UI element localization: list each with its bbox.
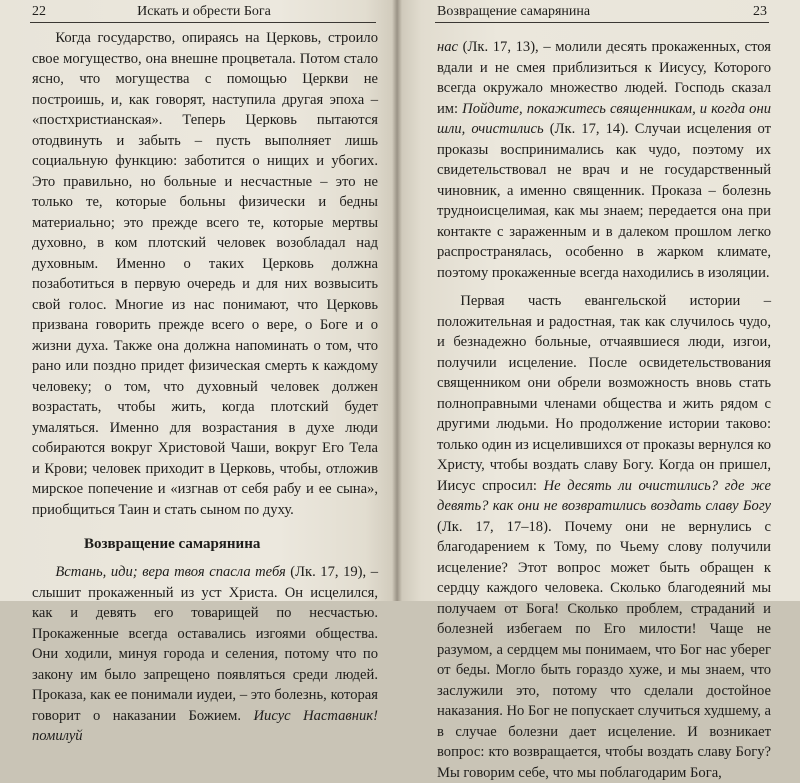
book-gutter	[392, 0, 402, 601]
right-page-body	[437, 37, 771, 783]
left-page-body	[32, 28, 378, 747]
left-header-rule	[30, 22, 376, 23]
p1-italic-start: нас	[437, 39, 459, 55]
right-paragraph-2	[437, 291, 771, 783]
left-page	[0, 0, 397, 744]
p2-italic-quote: Не десять ли очистились? где же девять? как они не возвратились воздать славу Богу	[437, 477, 771, 514]
right-running-head	[437, 3, 767, 21]
p1-text-a: (Лк. 17, 13), – молили десять прокаженных, стоя вдали и не смея приблизиться к Иисусу, Которого всегда окружало множество людей. Господь сказал им:	[437, 39, 771, 117]
right-running-title: Возвращение самарянина	[437, 4, 591, 19]
quote-text: (Лк. 17, 19), – слышит прокаженный из уст Христа. Он исцелился, как и девять его товарищей по несчастью. Прокаженные всегда оставались изгоями общества. Они ходили, минуя города и селения, потому что по закону им было запрещено появляться среди людей. Проказа, как ее понимали иудеи, – это болезнь, которая говорит о наказании Божием.	[32, 564, 378, 724]
p1-text-c: (Лк. 17, 14). Случаи исцеления от проказы воспринимались как чудо, поэтому их свидетельствовал не врач и не государственный чиновник, а именно священник. Проказа – болезнь трудноисцелимая, как мы знаем; передается она при контакте с зараженным и в далеком прошлом легко распространялась, особенно в жарком климате, поэтому прокаженные всегда находились в изоляции.	[437, 121, 771, 281]
left-running-head	[32, 3, 376, 21]
quote-italic: Встань, иди; вера твоя спасла тебя	[55, 564, 286, 580]
left-paragraph-2	[32, 562, 378, 747]
right-page-number: 23	[753, 4, 767, 19]
right-header-rule	[435, 22, 769, 23]
p2-text-c: (Лк. 17, 17–18). Почему они не вернулись с благодарением к Тому, по Чьему слову получили исцеление? Этот вопрос может быть обращен к сердцу каждого человека. Сколько благодеяний мы получаем от Бога! Сколько проблем, страданий и болезней избегаем по Его милости! Чаще не разумом, а сердцем мы понимаем, что Бог нас уберег от беды. Могло быть гораздо хуже, и мы знаем, что заслужили это, потому что сделали достойное наказания. Но Бог не попускает случиться худшему, а в случае болезни дает исцеление. И возникает вопрос: кто возвращается, чтобы воздать славу Богу? Мы говорим себе, что мы поблагодарим Бога,	[437, 518, 771, 781]
left-running-title: Искать и обрести Бога	[137, 4, 271, 19]
section-heading: Возвращение самарянина	[84, 536, 261, 552]
left-paragraph-1: Когда государство, опираясь на Церковь, строило свое могущество, она внешне процветала. Потом стало ясно, что могущества с помощью Церкви не построишь, и, как говорят, наступила другая эпоха – «постхристианская». Теперь Церковь пытаются отодвинуть и забыть – пусть выполняет лишь социальную функцию: заботится о нищих и убогих. Это правильно, но больные и несчастные – это не только те, которые больны физически и бедны материально; это прежде всего те, которые мертвы духовно, в ком плотский человек возобладал над духовным. Именно о таких Церковь должна позаботиться в первую очередь и для них возвысить свой голос. Многие из нас понимают, что Церковь призвана говорить прежде всего о вере, о Боге и о жизни духа. Также она должна напоминать о том, что рано или поздно придет физическая смерть к каждому человеку; о том, что духовный человек должен возрастать, чтобы жить, когда плотский будет умаляться. Именно для возрастания в духе люди собираются вокруг Христовой Чаши, вокруг Его Тела и Крови; человек приходит в Церковь, чтобы, отложив мирское попечение и «изгнав от себя рабу и ее сына», приобщиться Таин и стать сыном по духу.	[32, 30, 378, 518]
left-page-number: 22	[32, 4, 46, 19]
right-paragraph-1	[437, 37, 771, 283]
p2-text-a: Первая часть евангельской истории – положительная и радостная, так как случилось чудо, и безнадежно больные, отчаявшиеся люди, изгои, получили исцеление. После освидетельствования священником они обрели возможность вновь стать полноправными членами общества и жить рядом с другими людьми. Но продолжение истории таково: только один из исцелившихся от проказы вернулся ко Христу, чтобы воздать славу Богу. Когда он пришел, Иисус спросил:	[437, 293, 771, 494]
tail-italic: Иисус Наставник! помилуй	[32, 707, 378, 744]
right-page	[397, 0, 800, 781]
p1-italic-quote: Пойдите, покажитесь священникам, и когда они шли, очистились	[437, 100, 771, 137]
